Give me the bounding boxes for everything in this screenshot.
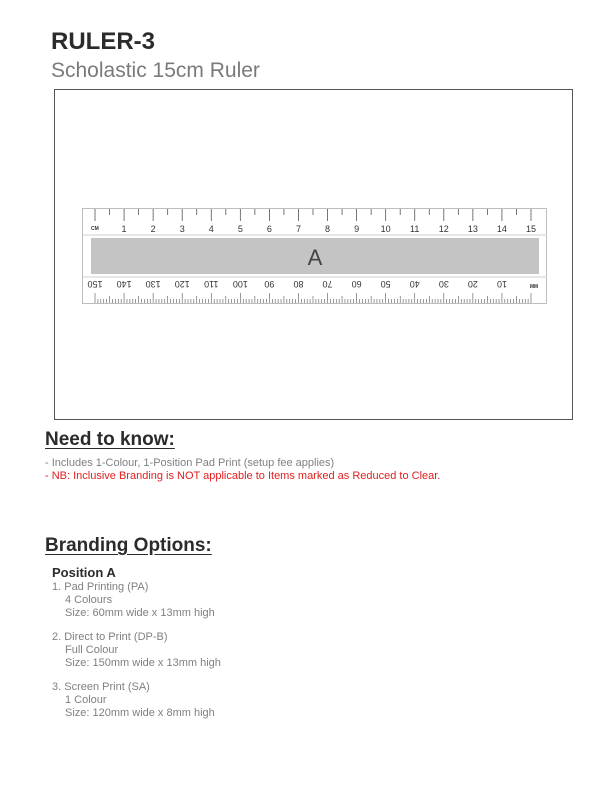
mm-tick-label: 150 [87,279,103,289]
cm-tick-label: 1 [121,224,127,234]
cm-tick-label: 10 [380,224,391,234]
option-size: Size: 60mm wide x 13mm high [65,607,215,619]
option-name: 2. Direct to Print (DP-B) [52,631,168,643]
print-area-label: A [307,245,323,270]
cm-tick-label: 15 [525,224,537,234]
branding-option [52,681,215,720]
option-colours: 1 Colour [65,694,107,706]
mm-tick-label: 70 [322,279,333,289]
mm-tick-label: 140 [116,279,132,289]
mm-tick-label: 130 [145,279,161,289]
mm-tick-label: 30 [438,279,449,289]
option-name: 3. Screen Print (SA) [52,681,150,693]
mm-tick-label: 10 [496,279,507,289]
mm-tick-label: 50 [380,279,391,289]
product-name: Scholastic 15cm Ruler [51,59,260,82]
note-pad-print: - Includes 1-Colour, 1-Position Pad Print (setup fee applies) [45,457,335,469]
cm-tick-label: 8 [325,224,331,234]
cm-tick-label: 6 [266,224,272,234]
mm-tick-label: 120 [174,279,190,289]
ruler-svg [82,208,547,304]
cm-tick-label: 7 [295,224,301,234]
cm-tick-label: 11 [410,224,420,234]
cm-tick-label: 4 [208,224,214,234]
cm-tick-label: 14 [496,224,507,234]
cm-tick-label: 9 [354,224,360,234]
cm-tick-label: 13 [467,224,478,234]
option-colours: 4 Colours [65,594,113,606]
option-colours: Full Colour [65,644,119,656]
mm-tick-label: 40 [409,279,420,289]
mm-tick-label: 100 [232,279,248,289]
cm-tick-label: 5 [237,224,243,234]
ruler-illustration [82,208,547,304]
mm-unit-label: MM [529,282,539,288]
mm-tick-label: 90 [264,279,275,289]
branding-options-heading: Branding Options: [45,535,212,556]
option-size: Size: 120mm wide x 8mm high [65,707,215,719]
mm-tick-label: 80 [293,279,304,289]
mm-tick-label: 20 [467,279,478,289]
note-reduced-to-clear: - NB: Inclusive Branding is NOT applicable to Items marked as Reduced to Clear. [45,470,441,482]
branding-option [52,581,215,620]
mm-tick-label: 60 [351,279,362,289]
position-a-title: Position A [52,565,116,580]
cm-unit-label: CM [91,226,99,232]
cm-tick-label: 3 [179,224,185,234]
cm-tick-label: 12 [438,224,449,234]
cm-tick-label: 2 [150,224,156,234]
branding-option [52,631,221,670]
option-size: Size: 150mm wide x 13mm high [65,657,221,669]
need-to-know-heading: Need to know: [45,429,175,450]
mm-tick-label: 110 [204,279,219,289]
option-name: 1. Pad Printing (PA) [52,581,149,593]
product-code: RULER-3 [51,28,156,55]
